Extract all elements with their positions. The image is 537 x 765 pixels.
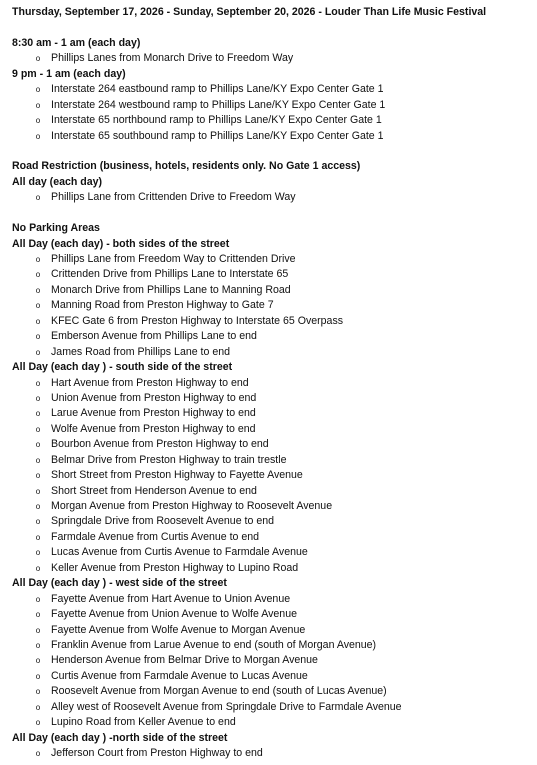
list-item-text: Fayette Avenue from Hart Avenue to Union Avenue — [51, 592, 291, 605]
list-item-text: Lucas Avenue from Curtis Avenue to Farmdale Avenue — [51, 546, 308, 559]
bullet-icon: o — [35, 517, 41, 527]
list-item-text: Emberson Avenue from Phillips Lane to end — [51, 330, 257, 343]
list-item — [12, 391, 537, 406]
list-item-text: Fayette Avenue from Union Avenue to Wolfe Avenue — [51, 608, 297, 621]
section — [12, 67, 537, 144]
list-item — [12, 453, 537, 468]
list-item-text: Fayette Avenue from Wolfe Avenue to Morgan Avenue — [51, 623, 306, 636]
bullet-icon: o — [35, 100, 41, 110]
list-item — [12, 746, 537, 761]
bullet-icon: o — [35, 347, 41, 357]
sections-container — [12, 36, 537, 762]
list-item-text: Interstate 264 westbound ramp to Phillips Lane/KY Expo Center Gate 1 — [51, 98, 386, 111]
bullet-icon: o — [35, 702, 41, 712]
spacer — [12, 206, 537, 221]
bullet-icon: o — [35, 455, 41, 465]
bullet-icon: o — [35, 625, 41, 635]
list-item — [12, 499, 537, 514]
list-item — [12, 98, 537, 113]
list-item-text: Phillips Lanes from Monarch Drive to Freedom Way — [51, 52, 294, 65]
section-title: Road Restriction (business, hotels, residents only. No Gate 1 access) — [12, 160, 361, 173]
list-item — [12, 345, 537, 360]
list-item — [12, 298, 537, 313]
list-item — [12, 82, 537, 97]
bullet-icon: o — [35, 749, 41, 758]
list-item-text: Hart Avenue from Preston Highway to end — [51, 376, 249, 389]
list-item-text: Belmar Drive from Preston Highway to train trestle — [51, 453, 287, 466]
list-item-text: Phillips Lane from Freedom Way to Crittenden Drive — [51, 253, 296, 265]
bullet-icon: o — [35, 640, 41, 650]
list-item — [12, 422, 537, 437]
list-item — [12, 51, 537, 66]
bullet-icon: o — [35, 656, 41, 666]
bullet-icon: o — [35, 486, 41, 496]
bullet-icon: o — [35, 393, 41, 403]
list-item — [12, 314, 537, 329]
list-item — [12, 684, 537, 699]
list-item — [12, 545, 537, 560]
section-heading: All day (each day) — [12, 175, 103, 188]
list-item-text: Lupino Road from Keller Avenue to end — [51, 716, 236, 729]
bullet-icon: o — [35, 193, 41, 203]
section — [12, 731, 537, 762]
bullet-icon: o — [35, 532, 41, 542]
list-item — [12, 468, 537, 483]
list-item-text: Morgan Avenue from Preston Highway to Roosevelt Avenue — [51, 500, 333, 512]
section — [12, 576, 537, 730]
bullet-icon: o — [35, 594, 41, 604]
list-item-text: Farmdale Avenue from Curtis Avenue to end — [51, 530, 260, 543]
section-heading: All Day (each day ) -north side of the street — [12, 731, 228, 744]
bullet-icon: o — [35, 285, 41, 295]
list-item-text: Interstate 65 northbound ramp to Phillips Lane/KY Expo Center Gate 1 — [51, 114, 382, 127]
bullet-icon: o — [35, 332, 41, 342]
list-item-text: Larue Avenue from Preston Highway to end — [51, 407, 256, 420]
list-item — [12, 129, 537, 144]
list-item — [12, 561, 537, 576]
list-item — [12, 437, 537, 452]
list-item — [12, 514, 537, 529]
bullet-icon: o — [35, 671, 41, 681]
bullet-icon: o — [35, 424, 41, 434]
list-item-text: Franklin Avenue from Larue Avenue to end (south of Morgan Avenue) — [51, 638, 377, 651]
list-item — [12, 700, 537, 715]
list-item — [12, 190, 537, 205]
list-item-text: Keller Avenue from Preston Highway to Lupino Road — [51, 561, 299, 574]
section-heading: All Day (each day) - both sides of the street — [12, 237, 230, 250]
list-item-text: Curtis Avenue from Farmdale Avenue to Lucas Avenue — [51, 669, 308, 682]
bullet-icon: o — [35, 502, 41, 511]
bullet-icon: o — [35, 301, 41, 311]
list-item — [12, 252, 537, 267]
spacer — [12, 20, 537, 35]
bullet-icon: o — [35, 54, 41, 64]
list-item-text: Henderson Avenue from Belmar Drive to Morgan Avenue — [51, 654, 318, 667]
list-item — [12, 406, 537, 421]
list-item — [12, 376, 537, 391]
bullet-icon: o — [35, 378, 41, 388]
section-heading: 8:30 am - 1 am (each day) — [12, 36, 141, 49]
bullet-icon: o — [35, 270, 41, 280]
list-item — [12, 638, 537, 653]
bullet-icon: o — [35, 440, 41, 450]
list-item-text: Crittenden Drive from Phillips Lane to Interstate 65 — [51, 268, 289, 281]
list-item-text: Interstate 264 eastbound ramp to Phillips Lane/KY Expo Center Gate 1 — [51, 83, 384, 96]
bullet-icon: o — [35, 718, 41, 728]
list-item — [12, 592, 537, 607]
list-item-text: Monarch Drive from Phillips Lane to Manning Road — [51, 283, 291, 296]
bullet-icon: o — [35, 131, 41, 141]
list-item — [12, 329, 537, 344]
list-item-text: Wolfe Avenue from Preston Highway to end — [51, 422, 256, 435]
bullet-icon: o — [35, 563, 41, 573]
document-header: Thursday, September 17, 2026 - Sunday, September 20, 2026 - Louder Than Life Music Festival — [12, 6, 487, 18]
list-item — [12, 484, 537, 499]
list-item — [12, 669, 537, 684]
bullet-icon: o — [35, 85, 41, 95]
spacer — [12, 144, 537, 159]
list-item-text: Bourbon Avenue from Preston Highway to end — [51, 438, 269, 451]
bullet-icon: o — [35, 548, 41, 558]
list-item-text: Phillips Lane from Crittenden Drive to Freedom Way — [51, 191, 296, 204]
list-item-text: Jefferson Court from Preston Highway to end — [51, 747, 263, 759]
bullet-icon: o — [35, 116, 41, 126]
section — [12, 36, 537, 67]
section — [12, 360, 537, 576]
list-item-text: KFEC Gate 6 from Preston Highway to Interstate 65 Overpass — [51, 314, 344, 327]
list-item — [12, 607, 537, 622]
list-item-text: Union Avenue from Preston Highway to end — [51, 391, 257, 404]
list-item-text: Manning Road from Preston Highway to Gate 7 — [51, 299, 274, 312]
list-item — [12, 113, 537, 128]
bullet-icon: o — [35, 610, 41, 620]
bullet-icon: o — [35, 471, 41, 481]
bullet-icon: o — [35, 255, 41, 264]
list-item-text: Short Street from Henderson Avenue to end — [51, 484, 257, 497]
list-item-text: Alley west of Roosevelt Avenue from Springdale Drive to Farmdale Avenue — [51, 700, 402, 713]
section — [12, 206, 537, 360]
list-item — [12, 530, 537, 545]
bullet-icon: o — [35, 316, 41, 326]
list-item — [12, 715, 537, 730]
list-item-text: Interstate 65 southbound ramp to Phillips Lane/KY Expo Center Gate 1 — [51, 129, 384, 142]
list-item — [12, 653, 537, 668]
section-title: No Parking Areas — [12, 222, 100, 235]
list-item-text: Springdale Drive from Roosevelt Avenue to end — [51, 515, 274, 528]
bullet-icon: o — [35, 687, 41, 697]
list-item — [12, 267, 537, 282]
list-item — [12, 283, 537, 298]
list-item-text: James Road from Phillips Lane to end — [51, 345, 231, 358]
section-heading: All Day (each day ) - south side of the street — [12, 361, 233, 374]
section — [12, 144, 537, 206]
list-item — [12, 623, 537, 638]
list-item-text: Short Street from Preston Highway to Fayette Avenue — [51, 469, 303, 482]
section-heading: 9 pm - 1 am (each day) — [12, 67, 126, 80]
list-item-text: Roosevelt Avenue from Morgan Avenue to end (south of Lucas Avenue) — [51, 685, 387, 698]
section-heading: All Day (each day ) - west side of the street — [12, 577, 227, 590]
bullet-icon: o — [35, 409, 41, 419]
